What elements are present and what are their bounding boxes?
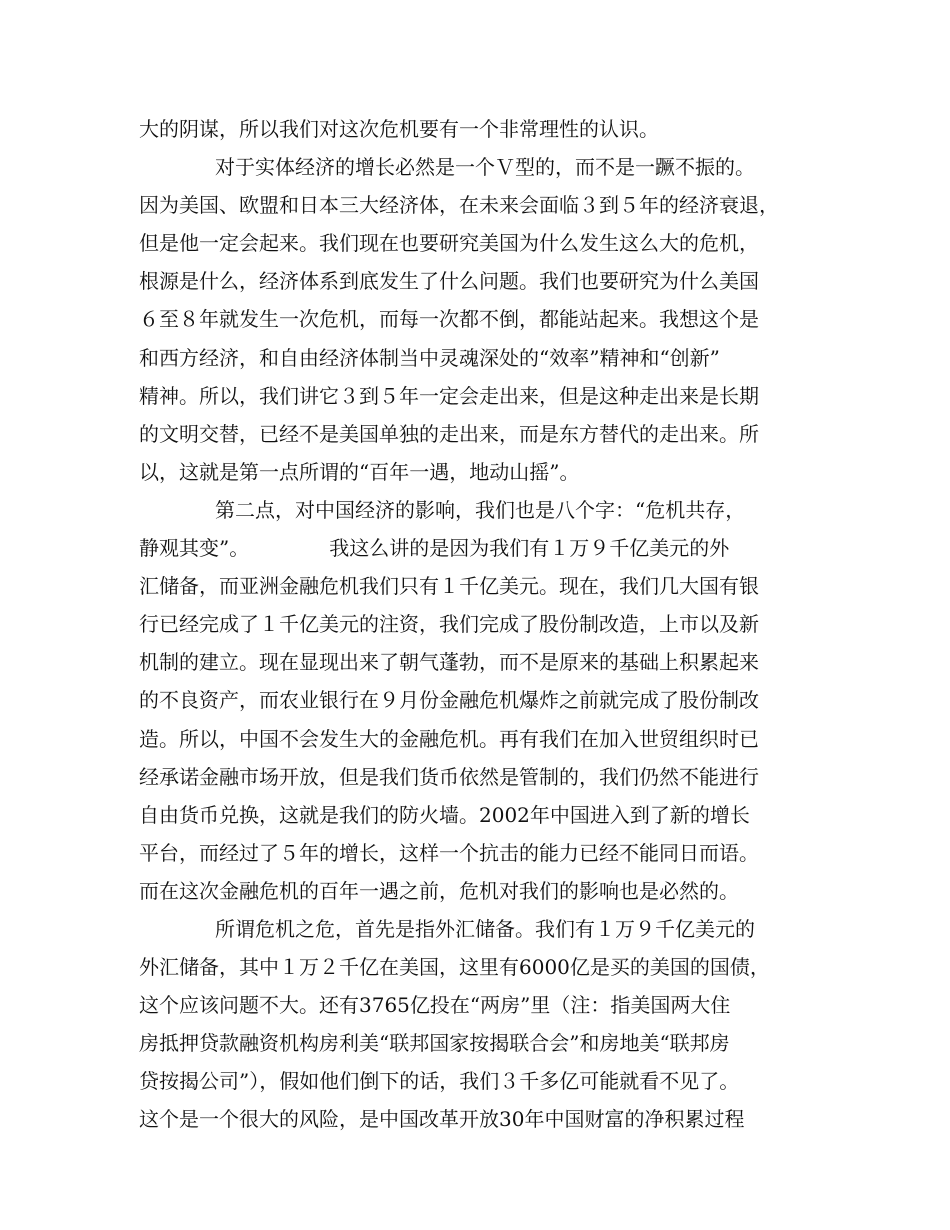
text-line: 和西方经济，和自由经济体制当中灵魂深处的“效率”精神和“创新” xyxy=(139,345,720,370)
text-line: 汇储备，而亚洲金融危机我们只有１千亿美元。现在，我们几大国有银 xyxy=(139,574,759,599)
text-line: 平台，而经过了５年的增长，这样一个抗击的能力已经不能同日而语。 xyxy=(139,840,759,865)
text-line: 外汇储备，其中１万２千亿在美国，这里有6000亿是买的美国的国债， xyxy=(139,955,770,980)
text-line: 因为美国、欧盟和日本三大经济体，在未来会面临３到５年的经济衰退， xyxy=(139,193,779,218)
text-line: 精神。所以，我们讲它３到５年一定会走出来，但是这种走出来是长期 xyxy=(139,383,759,408)
text-line: 贷按揭公司”），假如他们倒下的话，我们３千多亿可能就看不见了。 xyxy=(139,1069,740,1094)
text-line: 但是他一定会起来。我们现在也要研究美国为什么发生这么大的危机， xyxy=(139,231,759,256)
text-line: ６至８年就发生一次危机，而每一次都不倒，都能站起来。我想这个是 xyxy=(139,307,759,332)
text-line: 机制的建立。现在显现出来了朝气蓬勃，而不是原来的基础上积累起来 xyxy=(139,650,759,675)
text-line: 根源是什么，经济体系到底发生了什么问题。我们也要研究为什么美国 xyxy=(139,269,759,294)
text-line: 的不良资产，而农业银行在９月份金融危机爆炸之前就完成了股份制改 xyxy=(139,688,759,713)
text-line: 造。所以，中国不会发生大的金融危机。再有我们在加入世贸组织时已 xyxy=(139,726,759,751)
text-line: 房抵押贷款融资机构房利美“联邦国家按揭联合会”和房地美“联邦房 xyxy=(139,1031,730,1056)
text-line: 第二点，对中国经济的影响，我们也是八个字：“危机共存， xyxy=(215,497,746,522)
text-line: 这个应该问题不大。还有3765亿投在“两房”里（注：指美国两大住 xyxy=(139,993,731,1018)
text-line: 所谓危机之危，首先是指外汇储备。我们有１万９千亿美元的 xyxy=(215,916,755,941)
text-line: 对于实体经济的增长必然是一个Ｖ型的，而不是一蹶不振的。 xyxy=(215,155,755,180)
text-fragment: 静观其变”。 xyxy=(139,536,250,561)
text-line: 这个是一个很大的风险，是中国改革开放30年中国财富的净积累过程 xyxy=(139,1107,745,1132)
text-line: 自由货币兑换，这就是我们的防火墙。2002年中国进入到了新的增长 xyxy=(139,802,750,827)
text-fragment: 我这么讲的是因为我们有１万９千亿美元的外 xyxy=(329,536,730,561)
text-line: 经承诺金融市场开放，但是我们货币依然是管制的，我们仍然不能进行 xyxy=(139,764,759,789)
text-line: 大的阴谋，所以我们对这次危机要有一个非常理性的认识。 xyxy=(139,117,659,141)
text-line: 以，这就是第一点所谓的“百年一遇，地动山摇”。 xyxy=(139,459,580,484)
text-line xyxy=(139,529,819,567)
text-line: 行已经完成了１千亿美元的注资，我们完成了股份制改造，上市以及新 xyxy=(139,612,759,637)
text-line: 而在这次金融危机的百年一遇之前，危机对我们的影响也是必然的。 xyxy=(139,878,739,903)
document-body xyxy=(139,110,819,1139)
text-line: 的文明交替，已经不是美国单独的走出来，而是东方替代的走出来。所 xyxy=(139,421,759,446)
